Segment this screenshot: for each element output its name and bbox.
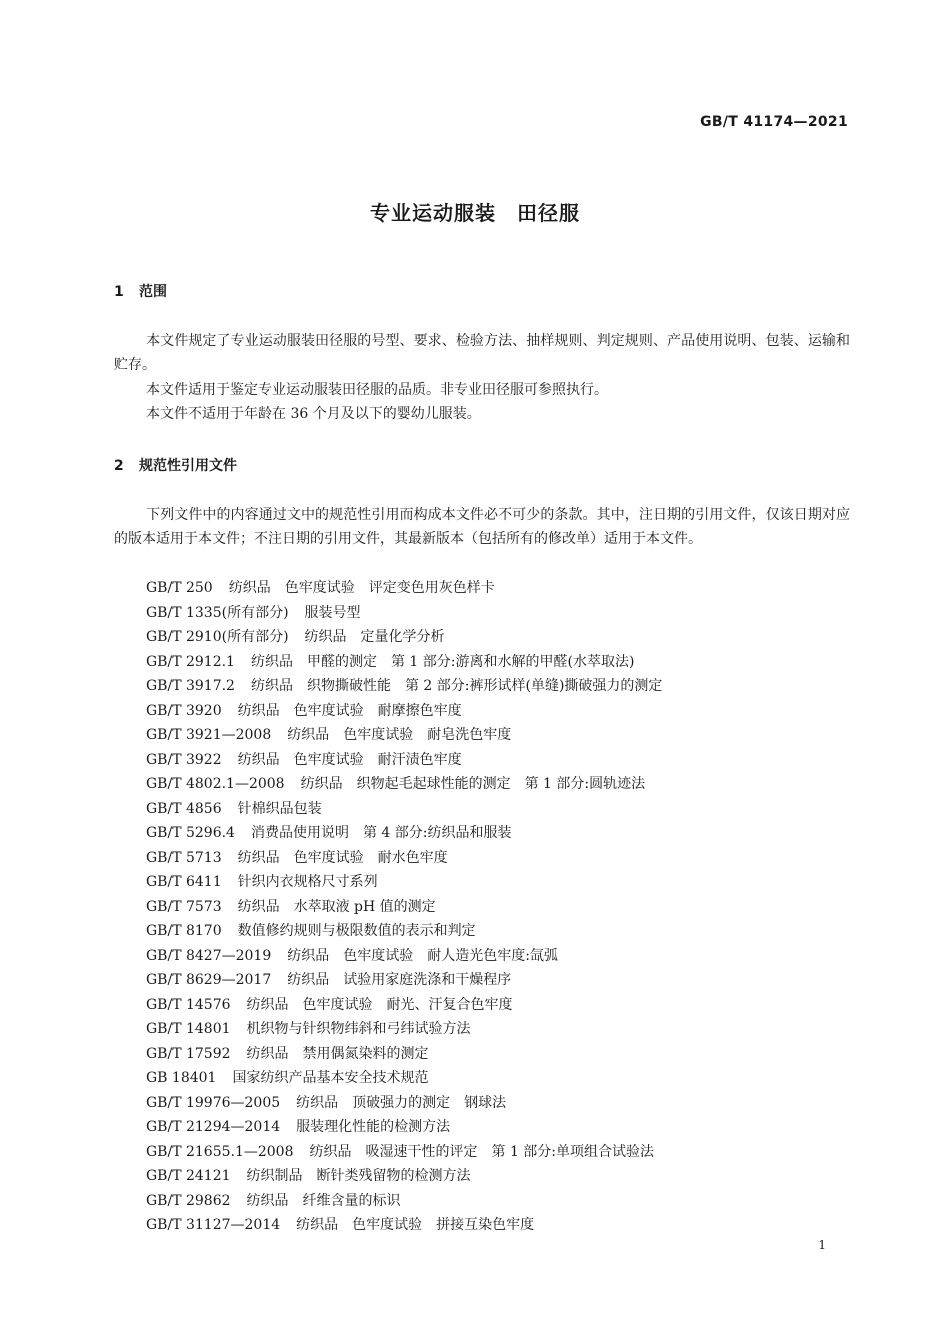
reference-title: 消费品使用说明 第 4 部分:纺织品和服装 xyxy=(250,825,512,841)
scope-paragraph-2: 本文件适用于鉴定专业运动服装田径服的品质。非专业田径服可参照执行。 xyxy=(146,382,608,398)
reference-title: 纺织品 吸湿速干性的评定 第 1 部分:单项组合试验法 xyxy=(309,1143,655,1160)
reference-title: 纺织品 顶破强力的测定 钢球法 xyxy=(296,1094,507,1111)
reference-code: GB/T 250 xyxy=(146,580,213,596)
reference-title: 机织物与针织物纬斜和弓纬试验方法 xyxy=(246,1021,471,1037)
reference-code: GB/T 8170 xyxy=(146,923,222,939)
reference-title: 数值修约规则与极限数值的表示和判定 xyxy=(237,923,476,939)
reference-title: 纺织品 色牢度试验 耐摩擦色牢度 xyxy=(237,702,462,719)
reference-code: GB/T 2912.1 xyxy=(146,653,235,670)
reference-item xyxy=(146,748,662,773)
reference-code: GB/T 3922 xyxy=(146,751,222,768)
reference-code: GB/T 3917.2 xyxy=(146,678,235,694)
reference-item xyxy=(146,1115,662,1140)
reference-item xyxy=(146,1213,662,1238)
reference-code: GB/T 4856 xyxy=(146,800,222,817)
section-number: 2 xyxy=(114,458,124,474)
reference-item xyxy=(146,919,662,944)
reference-title: 纺织品 色牢度试验 耐水色牢度 xyxy=(237,849,448,866)
reference-item xyxy=(146,1017,662,1042)
reference-list xyxy=(146,576,662,1238)
reference-title: 纺织品 定量化学分析 xyxy=(304,629,445,645)
reference-item xyxy=(146,1140,662,1165)
reference-item xyxy=(146,944,662,969)
reference-code: GB/T 3920 xyxy=(146,702,222,719)
reference-title: 纺织品 色牢度试验 耐光、汗复合色牢度 xyxy=(246,996,513,1013)
reference-code: GB/T 7573 xyxy=(146,898,222,915)
reference-item xyxy=(146,821,662,846)
section-heading-scope xyxy=(114,281,167,301)
reference-item xyxy=(146,870,662,895)
reference-item xyxy=(146,772,662,797)
reference-item xyxy=(146,1189,662,1214)
reference-code: GB/T 24121 xyxy=(146,1168,231,1184)
reference-code: GB/T 8629—2017 xyxy=(146,972,272,988)
reference-title: 国家纺织产品基本安全技术规范 xyxy=(232,1070,429,1086)
reference-title: 针织内衣规格尺寸系列 xyxy=(237,874,378,890)
reference-title: 纺织制品 断针类残留物的检测方法 xyxy=(246,1168,471,1184)
reference-title: 纺织品 试验用家庭洗涤和干燥程序 xyxy=(287,972,512,988)
reference-item xyxy=(146,1066,662,1091)
reference-code: GB/T 8427—2019 xyxy=(146,947,272,964)
reference-item xyxy=(146,846,662,871)
reference-title: 纺织品 禁用偶氮染料的测定 xyxy=(246,1045,429,1062)
reference-title: 针棉织品包装 xyxy=(237,800,322,817)
reference-item xyxy=(146,1091,662,1116)
reference-code: GB/T 2910(所有部分) xyxy=(146,629,289,645)
reference-code: GB/T 4802.1—2008 xyxy=(146,776,285,792)
standard-code: GB/T 41174—2021 xyxy=(700,114,848,130)
reference-item xyxy=(146,601,662,626)
reference-title: 纺织品 色牢度试验 耐人造光色牢度:氙弧 xyxy=(287,947,558,964)
reference-title: 纺织品 色牢度试验 耐皂洗色牢度 xyxy=(287,727,512,743)
reference-item xyxy=(146,723,662,748)
reference-code: GB/T 14801 xyxy=(146,1021,231,1037)
page-number: 1 xyxy=(818,1238,826,1252)
reference-item xyxy=(146,1164,662,1189)
reference-code: GB/T 14576 xyxy=(146,996,231,1013)
reference-code: GB/T 3921—2008 xyxy=(146,727,272,743)
reference-item xyxy=(146,1042,662,1067)
section-title: 规范性引用文件 xyxy=(139,458,237,474)
reference-title: 服装号型 xyxy=(304,604,361,621)
reference-title: 纺织品 水萃取液 pH 值的测定 xyxy=(237,898,436,915)
reference-code: GB/T 19976—2005 xyxy=(146,1094,281,1111)
reference-item xyxy=(146,993,662,1018)
reference-title: 纺织品 色牢度试验 耐汗渍色牢度 xyxy=(237,751,462,768)
reference-title: 纺织品 色牢度试验 评定变色用灰色样卡 xyxy=(228,580,495,596)
reference-item xyxy=(146,895,662,920)
section-heading-normative-references xyxy=(114,455,237,475)
reference-code: GB/T 1335(所有部分) xyxy=(146,604,289,621)
section-title: 范围 xyxy=(139,284,167,300)
reference-code: GB/T 5713 xyxy=(146,849,222,866)
reference-code: GB/T 29862 xyxy=(146,1192,231,1209)
reference-title: 纺织品 织物撕破性能 第 2 部分:裤形试样(单缝)撕破强力的测定 xyxy=(250,678,663,694)
reference-code: GB 18401 xyxy=(146,1070,217,1086)
reference-code: GB/T 31127—2014 xyxy=(146,1217,281,1233)
scope-paragraph-1: 本文件规定了专业运动服装田径服的号型、要求、检验方法、抽样规则、判定规则、产品使用说明、包装、运输和贮存。 xyxy=(114,333,850,373)
reference-title: 纺织品 甲醛的测定 第 1 部分:游离和水解的甲醛(水萃取法) xyxy=(250,653,635,670)
references-intro-paragraph: 下列文件中的内容通过文中的规范性引用而构成本文件必不可少的条款。其中，注日期的引用文件，仅该日期对应的版本适用于本文件；不注日期的引用文件，其最新版本（包括所有的修改单）适用于本文件。 xyxy=(114,507,850,547)
reference-code: GB/T 5296.4 xyxy=(146,825,235,841)
reference-item xyxy=(146,797,662,822)
reference-code: GB/T 17592 xyxy=(146,1045,231,1062)
reference-item xyxy=(146,699,662,724)
reference-code: GB/T 21294—2014 xyxy=(146,1119,281,1135)
reference-item xyxy=(146,650,662,675)
section-number: 1 xyxy=(114,284,124,300)
document-title: 专业运动服装 田径服 xyxy=(370,201,580,225)
reference-code: GB/T 21655.1—2008 xyxy=(146,1143,294,1160)
reference-item xyxy=(146,968,662,993)
reference-title: 纺织品 色牢度试验 拼接互染色牢度 xyxy=(296,1217,535,1233)
reference-title: 纺织品 织物起毛起球性能的测定 第 1 部分:圆轨迹法 xyxy=(300,776,646,792)
reference-title: 服装理化性能的检测方法 xyxy=(296,1119,451,1135)
reference-title: 纺织品 纤维含量的标识 xyxy=(246,1192,401,1209)
reference-item xyxy=(146,674,662,699)
reference-item xyxy=(146,625,662,650)
reference-code: GB/T 6411 xyxy=(146,874,222,890)
reference-item xyxy=(146,576,662,601)
scope-paragraph-3: 本文件不适用于年龄在 36 个月及以下的婴幼儿服装。 xyxy=(146,406,481,422)
